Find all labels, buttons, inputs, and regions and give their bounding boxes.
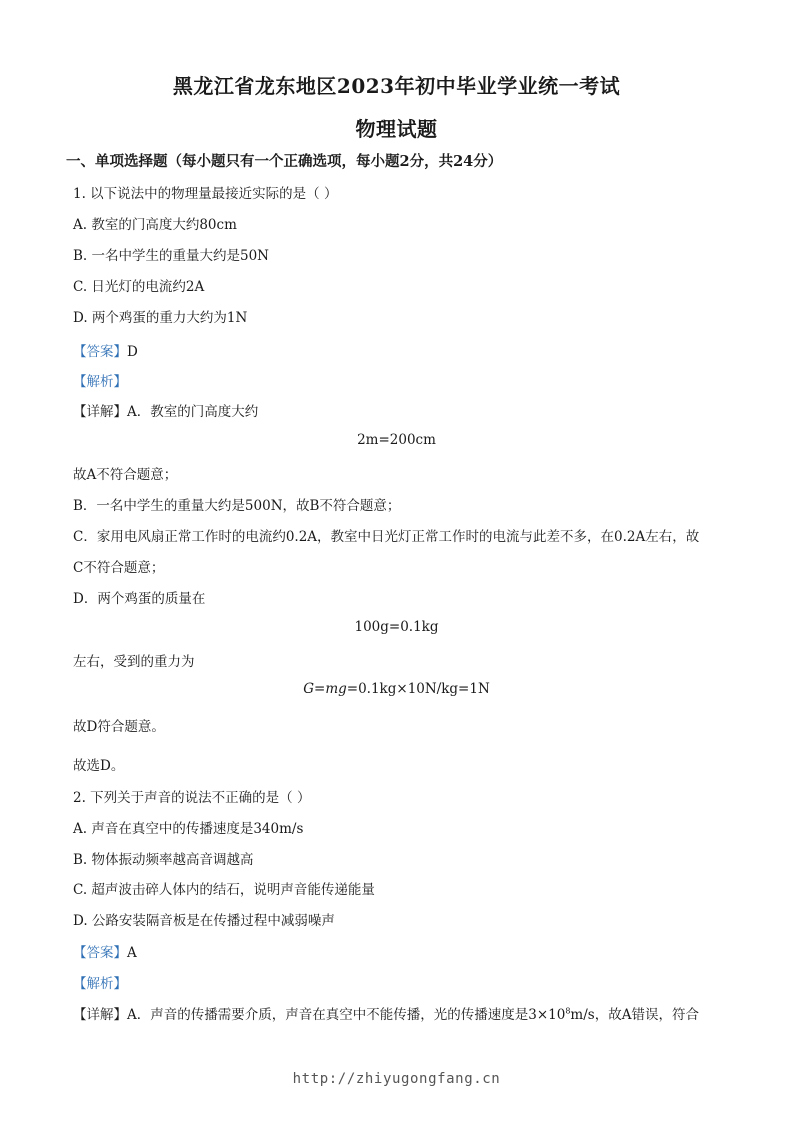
q1-line-d2: 左右，受到的重力为 [73,654,195,670]
q2-option-b: B. 物体振动频率越高音调越高 [73,852,254,868]
detail-tag: 【详解】 [73,404,127,420]
q1-option-b: B. 一名中学生的重量大约是50N [73,248,269,264]
q1-equation-2: 100g=0.1kg [354,619,439,635]
q2-answer-line [73,941,137,961]
q2-option-a: A. 声音在真空中的传播速度是340m/s [73,821,304,837]
section-heading: 一、单项选择题（每小题只有一个正确选项，每小题2分，共24分） [66,153,503,170]
q1-option-d: D. 两个鸡蛋的重力大约为1N [73,310,248,326]
detail-tag: 【详解】 [73,1007,127,1023]
answer-tag: 【答案】 [73,945,127,961]
q1-conclusion: 故选D。 [73,758,125,774]
q1-line-d3: 故D符合题意。 [73,719,165,735]
q1-detail-a: 【详解】A．教室的门高度大约 [73,404,259,420]
q2-detail: 【详解】A．声音的传播需要介质，声音在真空中不能传播，光的传播速度是$3\times 10^8m/s$，故A错误，符合 [73,1006,699,1023]
q1-analysis-tag: 【解析】 [73,374,127,390]
q1-line-b: B．一名中学生的重量大约是500N，故B不符合题意； [73,498,401,514]
q2-answer: A [127,945,137,961]
q1-line-d: D．两个鸡蛋的质量在 [73,591,206,607]
q2-stem: 2. 下列关于声音的说法不正确的是（ ） [73,790,311,806]
q1-equation-1: 2m=200cm [357,432,436,448]
q1-answer: D [127,344,138,360]
q1-line-c1: C．家用电风扇正常工作时的电流约0.2A，教室中日光灯正常工作时的电流与此差不多，在0.2A左右，故 [73,529,700,545]
q1-equation-3: G=mg=0.1kg×10N/kg=1N [303,681,490,697]
q1-answer-line [73,340,138,360]
q1-stem: 1. 以下说法中的物理量最接近实际的是（ ） [73,186,338,202]
exam-title: 黑龙江省龙东地区2023年初中毕业学业统一考试 [172,74,621,98]
q1-option-c: C. 日光灯的电流约2A [73,279,205,295]
footer-url[interactable]: http://zhiyugongfang.cn [292,1071,501,1087]
q2-option-c: C. 超声波击碎人体内的结石，说明声音能传递能量 [73,882,375,898]
q1-option-a: A. 教室的门高度大约80cm [73,217,237,233]
answer-tag: 【答案】 [73,344,127,360]
q2-option-d: D. 公路安装隔音板是在传播过程中减弱噪声 [73,913,335,929]
q1-line-c2: C不符合题意； [73,560,165,576]
exam-subtitle: 物理试题 [355,117,438,141]
q1-line-a-end: 故A不符合题意； [73,467,178,483]
q2-analysis-tag: 【解析】 [73,976,127,992]
